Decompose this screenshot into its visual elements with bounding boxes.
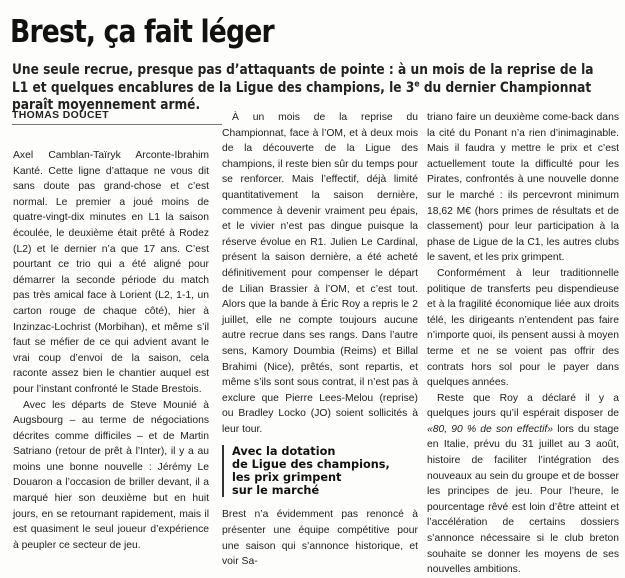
paragraph [427,391,619,578]
quote-text: «80, 90 % de son effectif» [427,423,554,435]
standfirst [12,62,605,115]
paragraph: Axel Camblan-Taïryk Arconte-Ibrahim Kanté. Cette ligne d’attaque ne vous dit sans doute pas grand-chose et c’est normal. Le premier a joué moins de quatre-vingt-dix minutes en L1 la saison écoulée, le deuxième était prêté à Rodez (L2) et le dernier n’a que 17 ans. C’est pourtant ce trio qui a été aligné pour démarrer la seconde période du match pas très amical face à Lorient (L2, 1-1, un carton rouge de chaque côté), hier à Inzinzac-Lochrist (Morbihan), et même s’il faut se méfier de ce qui advient avant le vrai coup d’envoi de la saison, cela raconte assez bien le chantier auquel est pour l’instant confronté le Stade Brestois. [13,150,209,395]
ordinal-suffix: e [414,78,420,89]
pull-quote-line: Avec la dotation [232,445,336,459]
pull-quote-line: sur le marché [232,484,320,498]
paragraph: À un mois de la reprise du Championnat, face à l’OM, et à deux mois de la découverte de la Ligue des champions, il reste bien sûr du temps pour se renforcer. Mais l’effectif, déjà limité quantitativement la saison dernière, commence à devenir vraiment peu épais, et le vivier n’est pas dingue puisque la réserve évolue en R1. Julien Le Cardinal, présent la saison dernière, a été acheté définitivement pour compenser le départ de Lilian Brassier à l’OM, et c’est tout. Alors que la bande à Éric Roy a repris le 2 juillet, elle ne compte toujours aucune autre recrue dans ses rangs. Dans l’autre sens, Kamory Doumbia (Reims) et Billal Brahimi (Nice), prêtés, sont repartis, et même s’ils sont sous contrat, il n’est pas à exclure que Pierre Lees-Melou (reprise) ou Bradley Locko (JO) soient sollicités à leur tour. [222,112,418,435]
paragraph-text: Reste que Roy a déclaré il y a quelques jours qu’il espérait disposer de [427,392,619,420]
pull-quote-line: les prix grimpent [232,471,342,485]
standfirst-text: Une seule recrue, presque pas d’attaquants de pointe : à un mois de la reprise de la L1 et quelques encablures de la Ligue des champions, le 3 [12,62,594,96]
pull-quote-line: de Ligue des champions, [232,458,390,472]
paragraph-text-end: lors du stage en Italie, prévu du 31 juillet au 3 août, histoire de faciliter l’intégration des nouveaux au sein du groupe et de bosser les principes de jeu. Pour l’heure, le pourcentage rêvé est loin d’être atteint et l’accélération de certains dossiers s’annonce nécessaire si le club breton souhaite se donner les moyens de ses nouvelles ambitions. [427,423,619,576]
paragraph: Brest n’a évidemment pas renoncé à présenter une équipe compétitive pour une saison qui s’annonce historique, et voir Sa- [222,509,418,568]
headline: Brest, ça fait léger [10,14,274,50]
paragraph: Conformément à leur traditionnelle politique de transferts peu dispendieuse et à la fragilité économique liée aux droits télé, les dirigeants n’entendent pas faire n’importe quoi, ils pensent aussi à moyen terme et ne se voient pas offrir des contrats hors sol pour le payer dans quelques années. [427,267,619,389]
paragraph: triano faire un deuxième come-back dans la cité du Ponant n’a rien d’inimaginable. Mais il faudra y mettre le prix et c’est actuellement toute la difficulté pour les Pirates, confrontés à une nouvelle donne sur le marché : ils percevront minimum 18,62 M€ (hors primes de résultats et de classement) pour leur participation à la phase de Ligue de la C1, les autres clubs le savent, et les prix grimpent. [427,112,619,264]
standfirst-text-end: du dernier Championnat paraît moyennement armé. [12,79,592,113]
paragraph: Avec les départs de Steve Mounié à Augsbourg – au terme de négociations décrites comme difficiles – et de Martin Satriano (retour de prêt à l’Inter), il y a au moins une bonne nouvelle : Jérémy Le Douaron a l’occasion de briller devant, il a marqué hier son deuxième but en huit jours, en se retournant rapidement, mais il est quasiment le seul joueur d’expérience à peupler ce secteur de jeu. [13,399,209,551]
byline: THOMAS DOUCET [12,110,222,125]
article-column-1 [13,148,209,553]
article-column-2 [222,110,418,570]
pull-quote [222,445,418,497]
article-column-3 [427,110,619,578]
